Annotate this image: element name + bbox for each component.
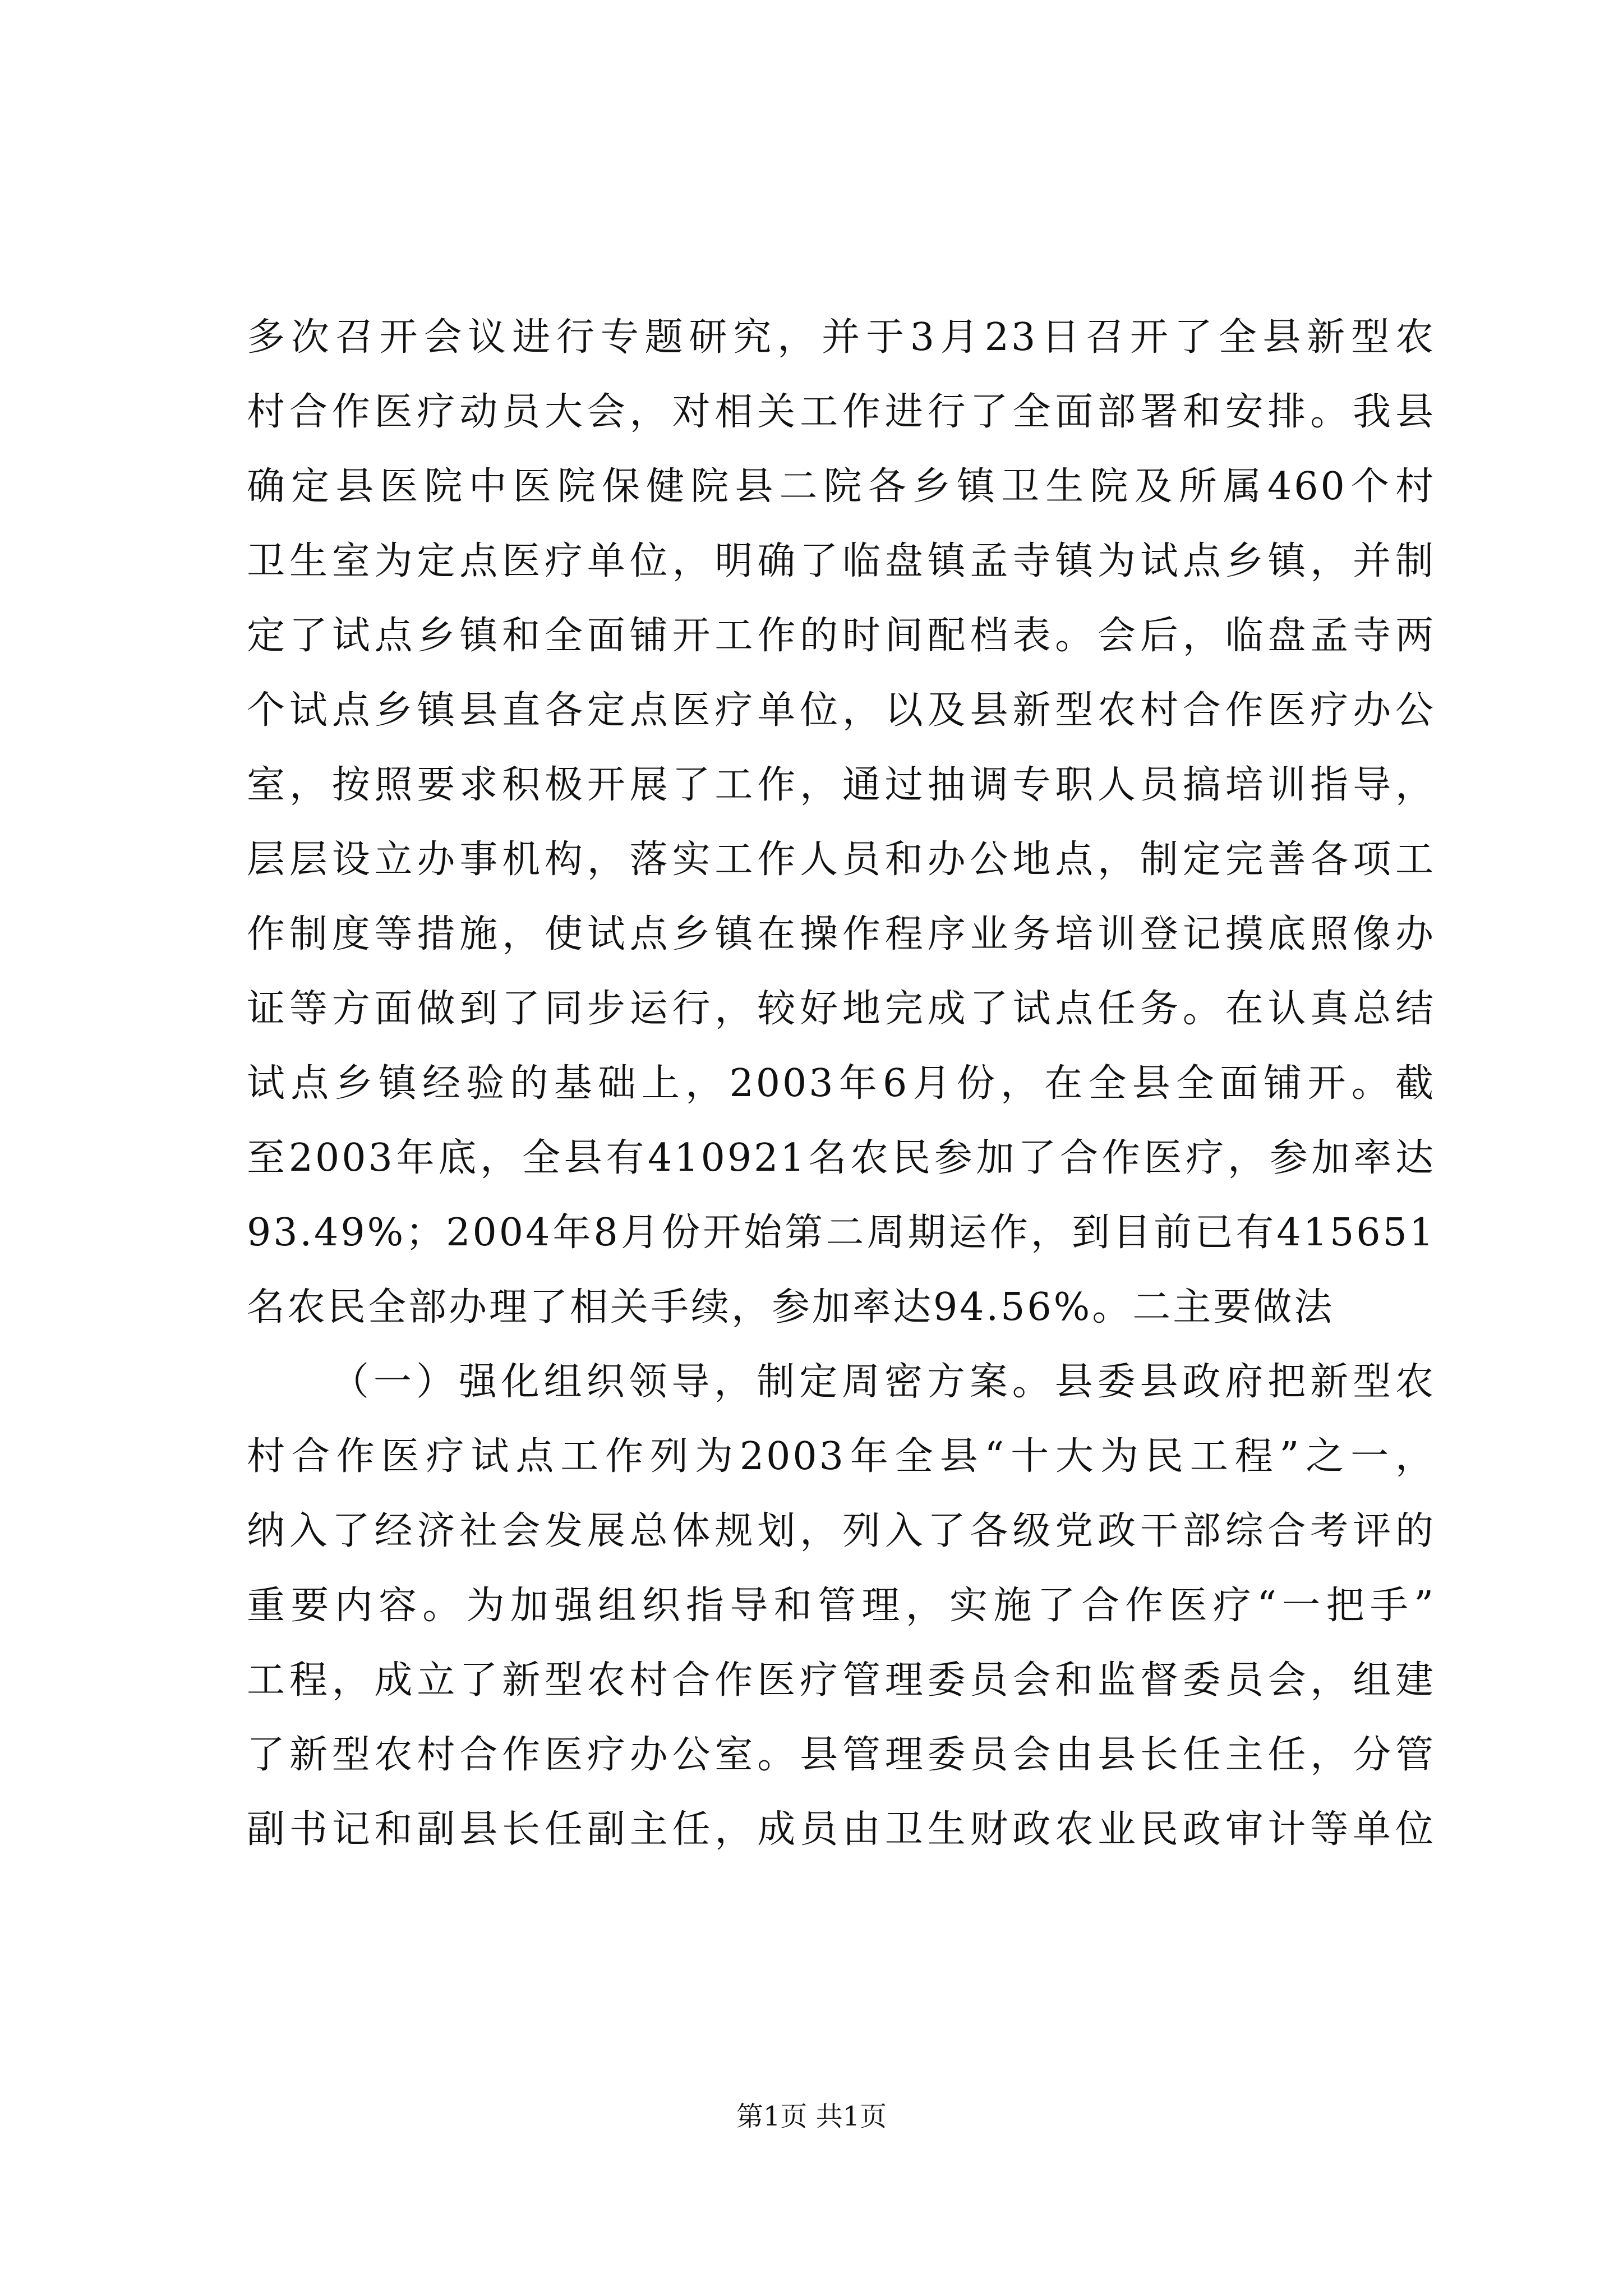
text-line: 多次召开会议进行专题研究，并于3月23日召开了全县新型农 [247, 315, 1436, 360]
text-line: 副书记和副县长任副主任，成员由卫生财政农业民政审计等单位 [247, 1807, 1436, 1852]
text-line: 工程，成立了新型农村合作医疗管理委员会和监督委员会，组建 [247, 1658, 1436, 1703]
text-line: 室，按照要求积极开展了工作，通过抽调专职人员搞培训指导， [247, 763, 1436, 807]
text-line: 定了试点乡镇和全面铺开工作的时间配档表。会后，临盘孟寺两 [247, 614, 1436, 658]
text-line: 村合作医疗动员大会，对相关工作进行了全面部署和安排。我县 [247, 390, 1436, 434]
text-line: 证等方面做到了同步运行，较好地完成了试点任务。在认真总结 [247, 987, 1436, 1031]
page-footer: 第1页 共1页 [736, 2101, 887, 2132]
text-line: 纳入了经济社会发展总体规划，列入了各级党政干部综合考评的 [247, 1509, 1436, 1553]
text-line: 层层设立办事机构，落实工作人员和办公地点，制定完善各项工 [247, 838, 1436, 882]
text-line: 村合作医疗试点工作列为2003年全县“十大为民工程”之一， [247, 1434, 1436, 1479]
document-body [247, 300, 1436, 1867]
text-line: （一）强化组织领导，制定周密方案。县委县政府把新型农 [331, 1360, 1436, 1404]
text-line: 个试点乡镇县直各定点医疗单位，以及县新型农村合作医疗办公 [247, 688, 1436, 733]
text-line: 名农民全部办理了相关手续，参加率达94.56%。二主要做法 [247, 1285, 1335, 1329]
text-line: 了新型农村合作医疗办公室。县管理委员会由县长任主任，分管 [247, 1733, 1436, 1777]
text-line: 卫生室为定点医疗单位，明确了临盘镇孟寺镇为试点乡镇，并制 [247, 539, 1436, 583]
text-line: 试点乡镇经验的基础上，2003年6月份，在全县全面铺开。截 [247, 1061, 1436, 1106]
text-line: 至2003年底，全县有410921名农民参加了合作医疗，参加率达 [247, 1136, 1436, 1180]
text-line: 重要内容。为加强组织指导和管理，实施了合作医疗“一把手” [247, 1584, 1436, 1628]
text-line: 确定县医院中医院保健院县二院各乡镇卫生院及所属460个村 [247, 464, 1436, 509]
text-line: 93.49%；2004年8月份开始第二周期运作，到目前已有415651 [247, 1211, 1436, 1255]
text-line: 作制度等措施，使试点乡镇在操作程序业务培训登记摸底照像办 [247, 912, 1436, 956]
